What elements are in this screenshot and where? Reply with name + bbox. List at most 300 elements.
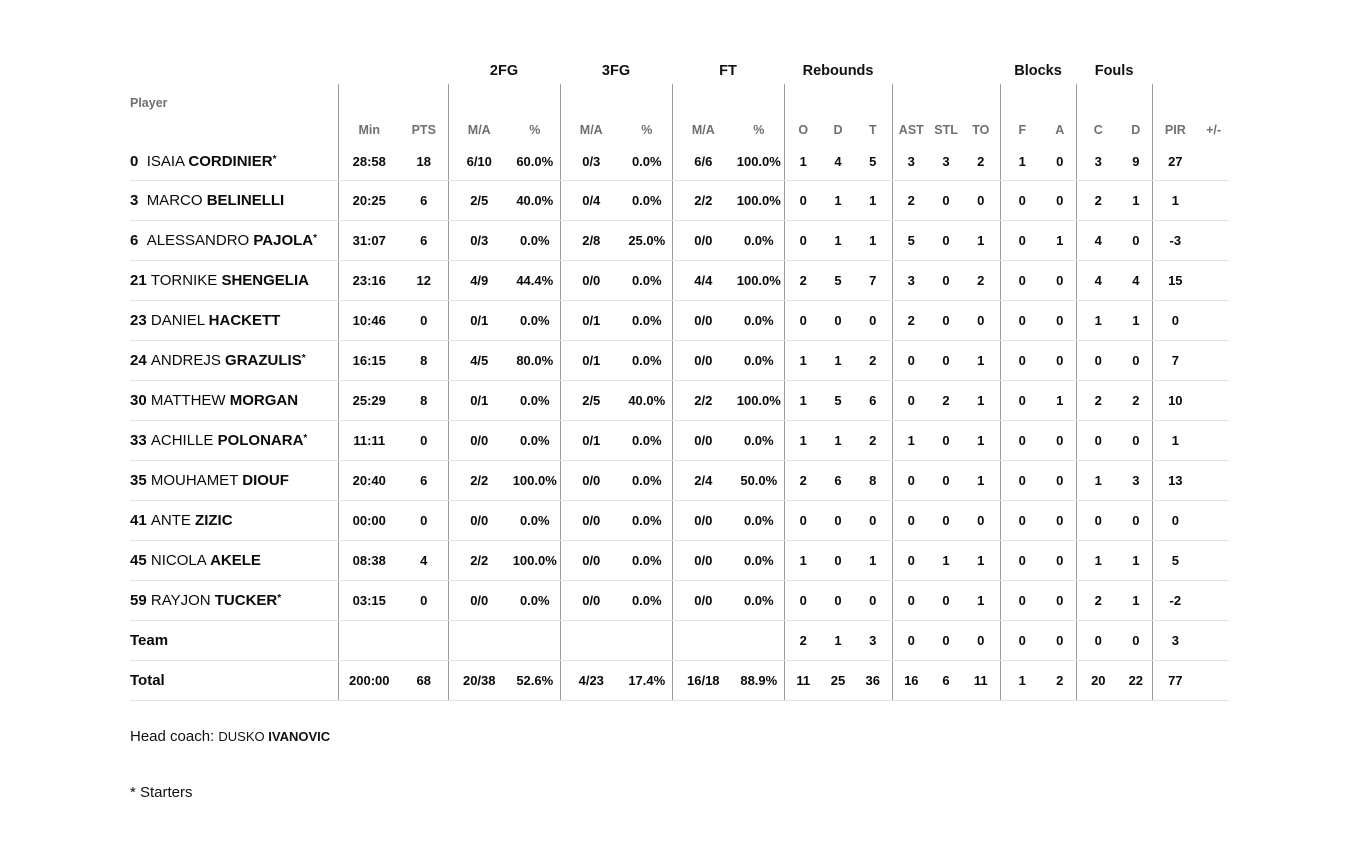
stat-pir: 0 bbox=[1152, 501, 1198, 541]
stat-stl: 0 bbox=[930, 221, 962, 261]
player-number: 33 bbox=[130, 432, 147, 449]
col-pts[interactable]: PTS bbox=[411, 123, 436, 137]
player-number: 23 bbox=[130, 312, 147, 329]
stat-blk-f: 0 bbox=[1000, 621, 1044, 661]
stat-foul-c: 2 bbox=[1076, 381, 1120, 421]
stat-fg3-pct: 40.0% bbox=[622, 381, 672, 421]
stat-fg2-ma: 4/5 bbox=[448, 341, 510, 381]
stat-reb-d: 25 bbox=[822, 661, 854, 701]
stat-fg2-ma: 2/2 bbox=[448, 461, 510, 501]
stat-reb-o: 2 bbox=[784, 621, 822, 661]
stat-blk-f: 0 bbox=[1000, 421, 1044, 461]
player-cell[interactable] bbox=[130, 301, 338, 341]
stat-fg3-ma: 0/4 bbox=[560, 181, 622, 221]
stat-pir: 27 bbox=[1152, 142, 1198, 181]
stat-reb-o: 2 bbox=[784, 461, 822, 501]
stat-reb-d: 4 bbox=[822, 142, 854, 181]
stat-to: 0 bbox=[962, 621, 1000, 661]
stat-fg3-ma: 0/0 bbox=[560, 581, 622, 621]
stat-ft-pct: 100.0% bbox=[734, 381, 784, 421]
stat-pm bbox=[1198, 501, 1229, 541]
table-row bbox=[130, 301, 1229, 341]
starter-mark: * bbox=[301, 353, 306, 364]
player-first-name: RAYJON bbox=[150, 592, 211, 609]
stat-blk-a: 0 bbox=[1044, 142, 1076, 181]
player-first-name: ACHILLE bbox=[150, 432, 214, 449]
stat-pir: 5 bbox=[1152, 541, 1198, 581]
stat-ft-ma: 0/0 bbox=[672, 501, 734, 541]
player-last-name: AKELE bbox=[210, 552, 261, 569]
stat-foul-c: 0 bbox=[1076, 421, 1120, 461]
col-ft-pct[interactable]: % bbox=[753, 123, 765, 137]
head-coach bbox=[130, 728, 330, 745]
player-last-name: PAJOLA bbox=[253, 232, 314, 249]
stat-ast: 0 bbox=[892, 341, 930, 381]
table-row bbox=[130, 341, 1229, 381]
stat-to: 1 bbox=[962, 221, 1000, 261]
stat-fg2-pct: 0.0% bbox=[510, 381, 560, 421]
stat-foul-d: 0 bbox=[1120, 621, 1152, 661]
stat-reb-d: 0 bbox=[822, 501, 854, 541]
stat-pir: 1 bbox=[1152, 181, 1198, 221]
stat-foul-c: 20 bbox=[1076, 661, 1120, 701]
stat-blk-f: 0 bbox=[1000, 301, 1044, 341]
starter-mark: * bbox=[303, 433, 308, 444]
stat-fg2-pct: 0.0% bbox=[510, 501, 560, 541]
stat-pts: 12 bbox=[400, 261, 448, 301]
stat-to: 2 bbox=[962, 261, 1000, 301]
col-stl[interactable]: STL bbox=[934, 123, 958, 137]
col-foul-c[interactable]: C bbox=[1076, 84, 1120, 142]
stat-min: 03:15 bbox=[338, 581, 400, 621]
stat-blk-f: 0 bbox=[1000, 341, 1044, 381]
stat-foul-d: 1 bbox=[1120, 181, 1152, 221]
stat-fg3-ma: 0/0 bbox=[560, 541, 622, 581]
player-cell[interactable] bbox=[130, 142, 338, 181]
stat-ft-ma: 0/0 bbox=[672, 421, 734, 461]
stat-blk-f: 1 bbox=[1000, 142, 1044, 181]
stat-to: 1 bbox=[962, 341, 1000, 381]
col-reb-d[interactable]: D bbox=[833, 123, 843, 137]
stat-ft-ma: 0/0 bbox=[672, 581, 734, 621]
stat-min: 28:58 bbox=[338, 142, 400, 181]
group-rebounds: Rebounds bbox=[802, 63, 874, 79]
player-last-name: BELINELLI bbox=[206, 192, 285, 209]
col-ast[interactable]: AST bbox=[892, 84, 930, 142]
stat-fg3-pct: 0.0% bbox=[622, 541, 672, 581]
stat-blk-f: 0 bbox=[1000, 221, 1044, 261]
stat-fg2-pct: 60.0% bbox=[510, 142, 560, 181]
stat-blk-a: 0 bbox=[1044, 621, 1076, 661]
stat-ft-ma: 16/18 bbox=[672, 661, 734, 701]
stat-pir: -3 bbox=[1152, 221, 1198, 261]
stat-reb-o: 0 bbox=[784, 501, 822, 541]
stat-stl: 0 bbox=[930, 341, 962, 381]
stat-min: 31:07 bbox=[338, 221, 400, 261]
boxscore-container bbox=[130, 0, 1230, 701]
stat-fg2-pct bbox=[510, 621, 560, 661]
stat-ft-pct: 100.0% bbox=[734, 261, 784, 301]
stat-fg2-ma bbox=[448, 621, 510, 661]
stat-ast: 2 bbox=[892, 181, 930, 221]
col-2fg-ma[interactable]: M/A bbox=[448, 84, 510, 142]
player-number: 30 bbox=[130, 392, 147, 409]
player-first-name: ANDREJS bbox=[150, 352, 221, 369]
stat-ft-pct: 0.0% bbox=[734, 301, 784, 341]
table-row bbox=[130, 581, 1229, 621]
stat-fg3-ma: 0/3 bbox=[560, 142, 622, 181]
stat-foul-d: 0 bbox=[1120, 421, 1152, 461]
stat-blk-f: 0 bbox=[1000, 181, 1044, 221]
stat-reb-d: 1 bbox=[822, 621, 854, 661]
stat-fg2-pct: 100.0% bbox=[510, 461, 560, 501]
stat-foul-d: 4 bbox=[1120, 261, 1152, 301]
stat-ast: 0 bbox=[892, 541, 930, 581]
stat-fg2-ma: 6/10 bbox=[448, 142, 510, 181]
boxscore-body bbox=[130, 142, 1229, 701]
stat-reb-o: 0 bbox=[784, 181, 822, 221]
stat-min: 11:11 bbox=[338, 421, 400, 461]
stat-reb-t: 2 bbox=[854, 421, 892, 461]
head-coach-first: DUSKO bbox=[218, 729, 265, 744]
stat-ast: 5 bbox=[892, 221, 930, 261]
col-ft-ma[interactable]: M/A bbox=[672, 84, 734, 142]
stat-pts: 0 bbox=[400, 301, 448, 341]
stat-blk-f: 0 bbox=[1000, 261, 1044, 301]
group-2fg: 2FG bbox=[489, 63, 519, 79]
stat-fg3-ma: 0/0 bbox=[560, 501, 622, 541]
player-cell[interactable] bbox=[130, 581, 338, 621]
stat-pts: 6 bbox=[400, 221, 448, 261]
stat-reb-t: 1 bbox=[854, 181, 892, 221]
stat-pir: 7 bbox=[1152, 341, 1198, 381]
stat-reb-t: 36 bbox=[854, 661, 892, 701]
player-number: 35 bbox=[130, 472, 147, 489]
stat-fg3-pct: 25.0% bbox=[622, 221, 672, 261]
stat-reb-o: 0 bbox=[784, 301, 822, 341]
stat-foul-c: 2 bbox=[1076, 581, 1120, 621]
stat-foul-d: 0 bbox=[1120, 341, 1152, 381]
stat-ast: 2 bbox=[892, 301, 930, 341]
stat-reb-t: 0 bbox=[854, 501, 892, 541]
player-number: 24 bbox=[130, 352, 147, 369]
stat-to: 0 bbox=[962, 501, 1000, 541]
player-first-name: MOUHAMET bbox=[150, 472, 239, 489]
stat-ft-pct bbox=[734, 621, 784, 661]
col-plusminus[interactable]: +/- bbox=[1206, 123, 1222, 137]
stat-pts: 18 bbox=[400, 142, 448, 181]
stat-to: 11 bbox=[962, 661, 1000, 701]
stat-blk-a: 0 bbox=[1044, 421, 1076, 461]
stat-fg2-ma: 2/2 bbox=[448, 541, 510, 581]
stat-blk-a: 0 bbox=[1044, 461, 1076, 501]
stat-fg3-ma: 0/1 bbox=[560, 301, 622, 341]
total-row bbox=[130, 661, 1229, 701]
stat-foul-c: 1 bbox=[1076, 461, 1120, 501]
stat-foul-d: 9 bbox=[1120, 142, 1152, 181]
stat-ft-ma: 0/0 bbox=[672, 541, 734, 581]
stat-stl: 2 bbox=[930, 381, 962, 421]
col-blk-a[interactable]: A bbox=[1055, 123, 1065, 137]
stat-min: 23:16 bbox=[338, 261, 400, 301]
player-number: 45 bbox=[130, 552, 147, 569]
stat-pm bbox=[1198, 261, 1229, 301]
stat-pts: 6 bbox=[400, 181, 448, 221]
stat-blk-a: 0 bbox=[1044, 181, 1076, 221]
col-3fg-ma[interactable]: M/A bbox=[560, 84, 622, 142]
stat-foul-c: 3 bbox=[1076, 142, 1120, 181]
stat-ft-pct: 50.0% bbox=[734, 461, 784, 501]
player-number: 0 bbox=[130, 152, 139, 170]
stat-ft-ma bbox=[672, 621, 734, 661]
stat-fg2-ma: 0/0 bbox=[448, 501, 510, 541]
stat-stl: 0 bbox=[930, 461, 962, 501]
stat-foul-c: 0 bbox=[1076, 621, 1120, 661]
stat-reb-o: 1 bbox=[784, 142, 822, 181]
stat-reb-d: 1 bbox=[822, 421, 854, 461]
stat-stl: 0 bbox=[930, 421, 962, 461]
stat-blk-f: 0 bbox=[1000, 501, 1044, 541]
stat-reb-o: 1 bbox=[784, 541, 822, 581]
stat-foul-c: 4 bbox=[1076, 261, 1120, 301]
stat-stl: 0 bbox=[930, 181, 962, 221]
group-fouls: Fouls bbox=[1094, 63, 1134, 79]
stat-pm bbox=[1198, 581, 1229, 621]
stat-fg2-pct: 52.6% bbox=[510, 661, 560, 701]
stat-ast: 1 bbox=[892, 421, 930, 461]
stat-foul-c: 1 bbox=[1076, 301, 1120, 341]
player-cell[interactable] bbox=[130, 541, 338, 581]
table-row bbox=[130, 142, 1229, 181]
stat-reb-o: 1 bbox=[784, 381, 822, 421]
stat-reb-d: 1 bbox=[822, 181, 854, 221]
stat-min: 16:15 bbox=[338, 341, 400, 381]
stat-pts: 6 bbox=[400, 461, 448, 501]
starter-mark: * bbox=[313, 233, 318, 244]
column-header-row bbox=[130, 84, 1229, 142]
player-first-name: NICOLA bbox=[150, 552, 206, 569]
group-3fg: 3FG bbox=[601, 63, 631, 79]
stat-to: 0 bbox=[962, 301, 1000, 341]
stat-blk-a: 0 bbox=[1044, 581, 1076, 621]
stat-ft-pct: 0.0% bbox=[734, 341, 784, 381]
col-to[interactable]: TO bbox=[972, 123, 990, 137]
stat-fg2-ma: 0/0 bbox=[448, 581, 510, 621]
col-pir[interactable]: PIR bbox=[1152, 84, 1198, 142]
stat-reb-d: 5 bbox=[822, 381, 854, 421]
stat-foul-d: 0 bbox=[1120, 221, 1152, 261]
stat-fg3-ma: 0/1 bbox=[560, 421, 622, 461]
player-first-name: TORNIKE bbox=[150, 272, 218, 289]
player-cell[interactable] bbox=[130, 501, 338, 541]
stat-fg3-pct: 0.0% bbox=[622, 421, 672, 461]
col-2fg-pct[interactable]: % bbox=[529, 123, 541, 137]
stat-pm bbox=[1198, 341, 1229, 381]
player-number: 59 bbox=[130, 592, 147, 609]
starter-mark: * bbox=[272, 153, 277, 165]
stat-pir: 13 bbox=[1152, 461, 1198, 501]
stat-foul-d: 3 bbox=[1120, 461, 1152, 501]
stat-fg3-ma: 0/0 bbox=[560, 261, 622, 301]
stat-fg3-ma: 0/0 bbox=[560, 461, 622, 501]
stat-fg2-pct: 0.0% bbox=[510, 221, 560, 261]
stat-foul-d: 1 bbox=[1120, 541, 1152, 581]
stat-pm bbox=[1198, 661, 1229, 701]
stat-fg3-pct: 0.0% bbox=[622, 181, 672, 221]
stat-foul-c: 1 bbox=[1076, 541, 1120, 581]
stat-reb-o: 0 bbox=[784, 581, 822, 621]
group-ft: FT bbox=[719, 63, 737, 79]
stat-to: 1 bbox=[962, 381, 1000, 421]
total-label: Total bbox=[130, 661, 338, 701]
stat-ast: 0 bbox=[892, 381, 930, 421]
stat-reb-t: 3 bbox=[854, 621, 892, 661]
boxscore-table bbox=[130, 58, 1229, 701]
stat-ft-pct: 0.0% bbox=[734, 541, 784, 581]
stat-foul-d: 2 bbox=[1120, 381, 1152, 421]
stat-fg3-pct: 0.0% bbox=[622, 501, 672, 541]
player-number: 41 bbox=[130, 512, 147, 529]
stat-stl: 0 bbox=[930, 621, 962, 661]
player-cell[interactable] bbox=[130, 341, 338, 381]
player-last-name: GRAZULIS bbox=[225, 352, 302, 369]
team-label: Team bbox=[130, 621, 338, 661]
col-foul-d[interactable]: D bbox=[1131, 123, 1141, 137]
stat-fg2-pct: 100.0% bbox=[510, 541, 560, 581]
table-row bbox=[130, 261, 1229, 301]
stat-fg2-ma: 0/1 bbox=[448, 301, 510, 341]
stat-blk-a: 2 bbox=[1044, 661, 1076, 701]
table-row bbox=[130, 381, 1229, 421]
stat-foul-d: 1 bbox=[1120, 581, 1152, 621]
player-cell[interactable] bbox=[130, 381, 338, 421]
player-cell[interactable] bbox=[130, 461, 338, 501]
stat-foul-c: 0 bbox=[1076, 501, 1120, 541]
player-first-name: ANTE bbox=[150, 512, 191, 529]
stat-fg3-ma: 2/8 bbox=[560, 221, 622, 261]
stat-pts: 0 bbox=[400, 501, 448, 541]
col-blk-f[interactable]: F bbox=[1000, 84, 1044, 142]
col-reb-t[interactable]: T bbox=[868, 123, 877, 137]
player-cell[interactable] bbox=[130, 421, 338, 461]
stat-fg3-ma bbox=[560, 621, 622, 661]
stat-pm bbox=[1198, 421, 1229, 461]
player-cell[interactable] bbox=[130, 181, 338, 221]
table-row bbox=[130, 461, 1229, 501]
stat-blk-f: 0 bbox=[1000, 581, 1044, 621]
stat-reb-d: 6 bbox=[822, 461, 854, 501]
stat-ft-ma: 2/2 bbox=[672, 181, 734, 221]
stat-blk-f: 1 bbox=[1000, 661, 1044, 701]
stat-fg3-pct: 0.0% bbox=[622, 301, 672, 341]
stat-to: 1 bbox=[962, 461, 1000, 501]
stat-stl: 3 bbox=[930, 142, 962, 181]
stat-fg3-pct: 17.4% bbox=[622, 661, 672, 701]
stat-reb-o: 1 bbox=[784, 341, 822, 381]
stat-fg3-pct: 0.0% bbox=[622, 142, 672, 181]
table-row bbox=[130, 421, 1229, 461]
stat-pts bbox=[400, 621, 448, 661]
stat-foul-c: 2 bbox=[1076, 181, 1120, 221]
table-row bbox=[130, 501, 1229, 541]
stat-pir: 3 bbox=[1152, 621, 1198, 661]
stat-ft-pct: 0.0% bbox=[734, 501, 784, 541]
stat-pts: 8 bbox=[400, 381, 448, 421]
stat-fg3-ma: 0/1 bbox=[560, 341, 622, 381]
stat-ft-ma: 6/6 bbox=[672, 142, 734, 181]
player-last-name: POLONARA bbox=[217, 432, 304, 449]
player-last-name: DIOUF bbox=[242, 472, 289, 489]
stat-fg2-pct: 0.0% bbox=[510, 301, 560, 341]
stat-stl: 0 bbox=[930, 581, 962, 621]
stat-fg3-pct: 0.0% bbox=[622, 581, 672, 621]
player-number: 21 bbox=[130, 272, 147, 289]
col-reb-o[interactable]: O bbox=[784, 84, 822, 142]
stat-pm bbox=[1198, 142, 1229, 181]
stat-reb-t: 8 bbox=[854, 461, 892, 501]
stat-fg2-ma: 4/9 bbox=[448, 261, 510, 301]
stat-fg2-pct: 40.0% bbox=[510, 181, 560, 221]
stat-pts: 8 bbox=[400, 341, 448, 381]
col-3fg-pct[interactable]: % bbox=[641, 123, 653, 137]
stat-reb-t: 1 bbox=[854, 221, 892, 261]
table-row bbox=[130, 181, 1229, 221]
player-first-name: ISAIA bbox=[146, 152, 185, 170]
head-coach-name[interactable] bbox=[218, 729, 330, 744]
stat-stl: 0 bbox=[930, 261, 962, 301]
stat-pm bbox=[1198, 381, 1229, 421]
player-cell[interactable] bbox=[130, 221, 338, 261]
stat-fg2-ma: 0/3 bbox=[448, 221, 510, 261]
stat-ast: 0 bbox=[892, 501, 930, 541]
stat-fg3-pct: 0.0% bbox=[622, 461, 672, 501]
stat-pir: 0 bbox=[1152, 301, 1198, 341]
col-player[interactable]: Player bbox=[130, 96, 168, 110]
table-row bbox=[130, 221, 1229, 261]
stat-reb-o: 0 bbox=[784, 221, 822, 261]
stat-reb-t: 7 bbox=[854, 261, 892, 301]
head-coach-label: Head coach: bbox=[130, 728, 215, 745]
stat-blk-f: 0 bbox=[1000, 541, 1044, 581]
stat-reb-o: 2 bbox=[784, 261, 822, 301]
stat-min: 10:46 bbox=[338, 301, 400, 341]
stat-pts: 68 bbox=[400, 661, 448, 701]
stat-blk-a: 0 bbox=[1044, 261, 1076, 301]
stat-ast: 0 bbox=[892, 461, 930, 501]
stat-ft-pct: 100.0% bbox=[734, 142, 784, 181]
stat-reb-d: 1 bbox=[822, 221, 854, 261]
col-min[interactable]: Min bbox=[338, 84, 400, 142]
player-cell[interactable] bbox=[130, 261, 338, 301]
stat-fg2-ma: 20/38 bbox=[448, 661, 510, 701]
stat-fg2-ma: 0/1 bbox=[448, 381, 510, 421]
stat-reb-d: 0 bbox=[822, 581, 854, 621]
stat-fg3-pct: 0.0% bbox=[622, 341, 672, 381]
player-first-name: MATTHEW bbox=[150, 392, 226, 409]
stat-ft-pct: 0.0% bbox=[734, 581, 784, 621]
stat-fg2-ma: 2/5 bbox=[448, 181, 510, 221]
stat-ft-pct: 88.9% bbox=[734, 661, 784, 701]
stat-blk-a: 0 bbox=[1044, 341, 1076, 381]
stat-to: 1 bbox=[962, 581, 1000, 621]
stat-stl: 1 bbox=[930, 541, 962, 581]
stat-reb-o: 11 bbox=[784, 661, 822, 701]
stat-reb-t: 5 bbox=[854, 142, 892, 181]
stat-reb-o: 1 bbox=[784, 421, 822, 461]
player-first-name: ALESSANDRO bbox=[146, 232, 250, 249]
stat-ft-ma: 0/0 bbox=[672, 301, 734, 341]
stat-fg2-pct: 0.0% bbox=[510, 581, 560, 621]
